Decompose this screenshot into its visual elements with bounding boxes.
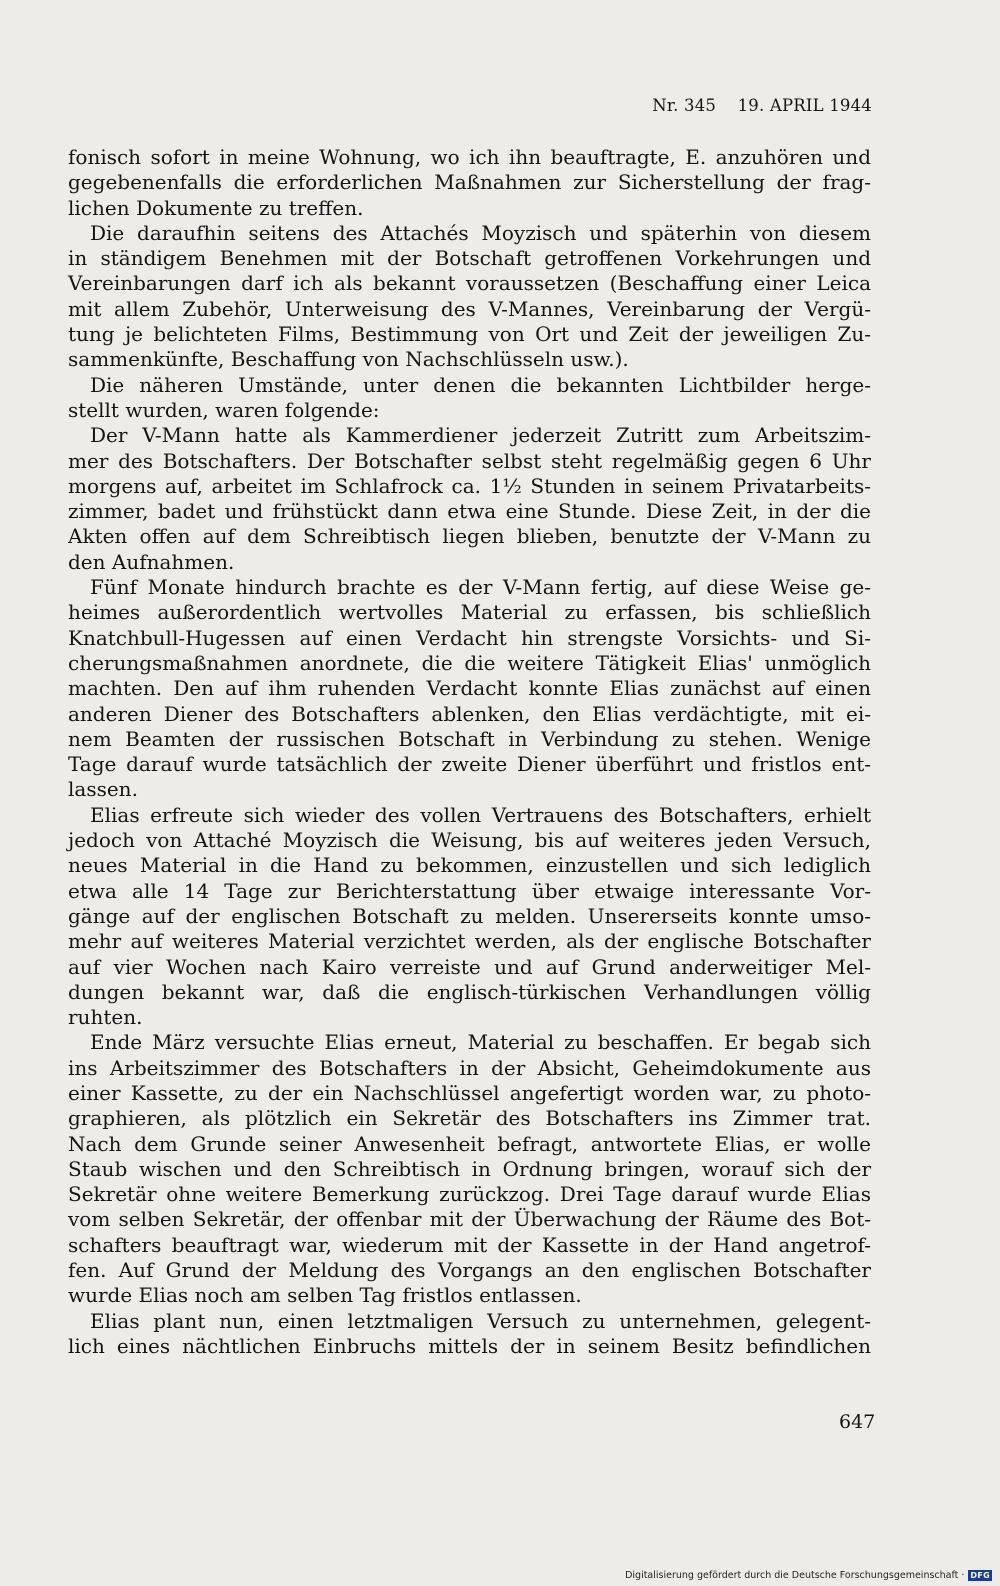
text-line: mer des Botschafters. Der Botschafter selbst steht regelmäßig gegen 6 Uhr xyxy=(68,448,871,473)
paragraph xyxy=(68,803,871,1031)
text-line: in ständigem Benehmen mit der Botschaft getroffenen Vorkehrungen und xyxy=(68,246,871,271)
text-line: machten. Den auf ihm ruhenden Verdacht konnte Elias zunächst auf einen xyxy=(68,676,871,701)
paragraph xyxy=(68,221,871,373)
text-line: auf vier Wochen nach Kairo verreiste und auf Grund anderweitiger Mel- xyxy=(68,954,871,979)
text-line: Der V-Mann hatte als Kammerdiener jederzeit Zutritt zum Arbeitszim- xyxy=(90,423,871,448)
text-line: dungen bekannt war, daß die englisch-türkischen Verhandlungen völlig xyxy=(68,979,871,1004)
paragraph xyxy=(68,145,871,221)
text-line: tung je belichteten Films, Bestimmung von Ort und Zeit der jeweiligen Zu- xyxy=(68,322,871,347)
text-line: jedoch von Attaché Moyzisch die Weisung, bis auf weiteres jeden Versuch, xyxy=(68,828,871,853)
text-line: Knatchbull-Hugessen auf einen Verdacht hin strengste Vorsichts- und Si- xyxy=(68,625,871,650)
text-line: Vereinbarungen darf ich als bekannt voraussetzen (Beschaffung einer Leica xyxy=(68,271,871,296)
page-header xyxy=(652,96,872,115)
dfg-logo: DFG xyxy=(970,1571,990,1580)
text-line: heimes außerordentlich wertvolles Material zu erfassen, bis schließlich xyxy=(68,600,871,625)
paragraph xyxy=(68,1030,871,1308)
text-line: sammenkünfte, Beschaffung von Nachschlüsseln usw.). xyxy=(68,347,629,372)
paragraph xyxy=(68,575,871,803)
text-line: wurde Elias noch am selben Tag fristlos entlassen. xyxy=(68,1283,582,1308)
text-line: mehr auf weiteres Material verzichtet werden, als der englische Botschafter xyxy=(68,929,871,954)
text-line: Elias plant nun, einen letztmaligen Versuch zu unternehmen, gelegent- xyxy=(90,1308,871,1333)
page-number: 647 xyxy=(839,1411,876,1433)
text-line: morgens auf, arbeitet im Schlafrock ca. 1½ Stunden in seinem Privatarbeits- xyxy=(68,473,871,498)
text-line: Akten offen auf dem Schreibtisch liegen blieben, benutzte der V-Mann zu xyxy=(68,524,871,549)
text-line: Elias erfreute sich wieder des vollen Vertrauens des Botschafters, erhielt xyxy=(90,802,871,827)
text-line: ruhten. xyxy=(68,1005,143,1030)
text-line: Die näheren Umstände, unter denen die bekannten Lichtbilder herge- xyxy=(90,372,871,397)
text-line: gegebenenfalls die erforderlichen Maßnahmen zur Sicherstellung der frag- xyxy=(68,170,871,195)
text-line: graphieren, als plötzlich ein Sekretär des Botschafters ins Zimmer trat. xyxy=(68,1106,871,1131)
text-line: anderen Diener des Botschafters ablenken, den Elias verdächtigte, mit ei- xyxy=(68,701,871,726)
text-line: fen. Auf Grund der Meldung des Vorgangs an den englischen Botschafter xyxy=(68,1258,871,1283)
issue-number: Nr. 345 xyxy=(652,96,717,115)
text-line: mit allem Zubehör, Unterweisung des V-Mannes, Vereinbarung der Vergü- xyxy=(68,296,871,321)
issue-date: 19. APRIL 1944 xyxy=(737,96,872,115)
text-line: Die daraufhin seitens des Attachés Moyzisch und späterhin von diesem xyxy=(90,220,871,245)
text-line: cherungsmaßnahmen anordnete, die die weitere Tätigkeit Elias' unmöglich xyxy=(68,650,871,675)
text-line: stellt wurden, waren folgende: xyxy=(68,397,380,422)
text-line: nem Beamten der russischen Botschaft in Verbindung zu stehen. Wenige xyxy=(68,726,871,751)
text-line: etwa alle 14 Tage zur Berichterstattung über etwaige interessante Vor- xyxy=(68,878,871,903)
text-line: den Aufnahmen. xyxy=(68,549,235,574)
text-line: neues Material in die Hand zu bekommen, einzustellen und sich lediglich xyxy=(68,853,871,878)
text-line: Ende März versuchte Elias erneut, Material zu beschaffen. Er begab sich xyxy=(90,1030,871,1055)
text-line: lassen. xyxy=(68,777,138,802)
text-line: zimmer, badet und frühstückt dann etwa eine Stunde. Diese Zeit, in der die xyxy=(68,499,871,524)
text-line: lich eines nächtlichen Einbruchs mittels der in seinem Besitz befindlichen xyxy=(68,1333,871,1358)
text-line: fonisch sofort in meine Wohnung, wo ich ihn beauftragte, E. anzuhören und xyxy=(68,145,871,169)
text-line: Fünf Monate hindurch brachte es der V-Mann fertig, auf diese Weise ge- xyxy=(90,575,871,600)
text-line: Staub wischen und den Schreibtisch in Ordnung bringen, worauf sich der xyxy=(68,1156,871,1181)
paragraph xyxy=(68,373,871,424)
text-line: lichen Dokumente zu treffen. xyxy=(68,195,364,220)
text-line: schafters beauftragt war, wiederum mit der Kassette in der Hand angetrof- xyxy=(68,1232,871,1257)
digitization-credit xyxy=(625,1570,992,1581)
text-line: Tage darauf wurde tatsächlich der zweite Diener überführt und fristlos ent- xyxy=(68,752,871,777)
text-line: einer Kassette, zu der ein Nachschlüssel angefertigt worden war, zu photo- xyxy=(68,1080,871,1105)
text-line: vom selben Sekretär, der offenbar mit der Überwachung der Räume des Bot- xyxy=(68,1207,871,1232)
body-text xyxy=(68,145,871,1359)
text-line: gänge auf der englischen Botschaft zu melden. Unsererseits konnte umso- xyxy=(68,903,871,928)
credit-text: Digitalisierung gefördert durch die Deutsche Forschungsgemeinschaft · xyxy=(625,1570,965,1581)
text-line: ins Arbeitszimmer des Botschafters in der Absicht, Geheimdokumente aus xyxy=(68,1055,871,1080)
paragraph xyxy=(68,1309,871,1360)
text-line: Sekretär ohne weitere Bemerkung zurückzog. Drei Tage darauf wurde Elias xyxy=(68,1182,871,1207)
text-line: Nach dem Grunde seiner Anwesenheit befragt, antwortete Elias, er wolle xyxy=(68,1131,871,1156)
paragraph xyxy=(68,423,871,575)
